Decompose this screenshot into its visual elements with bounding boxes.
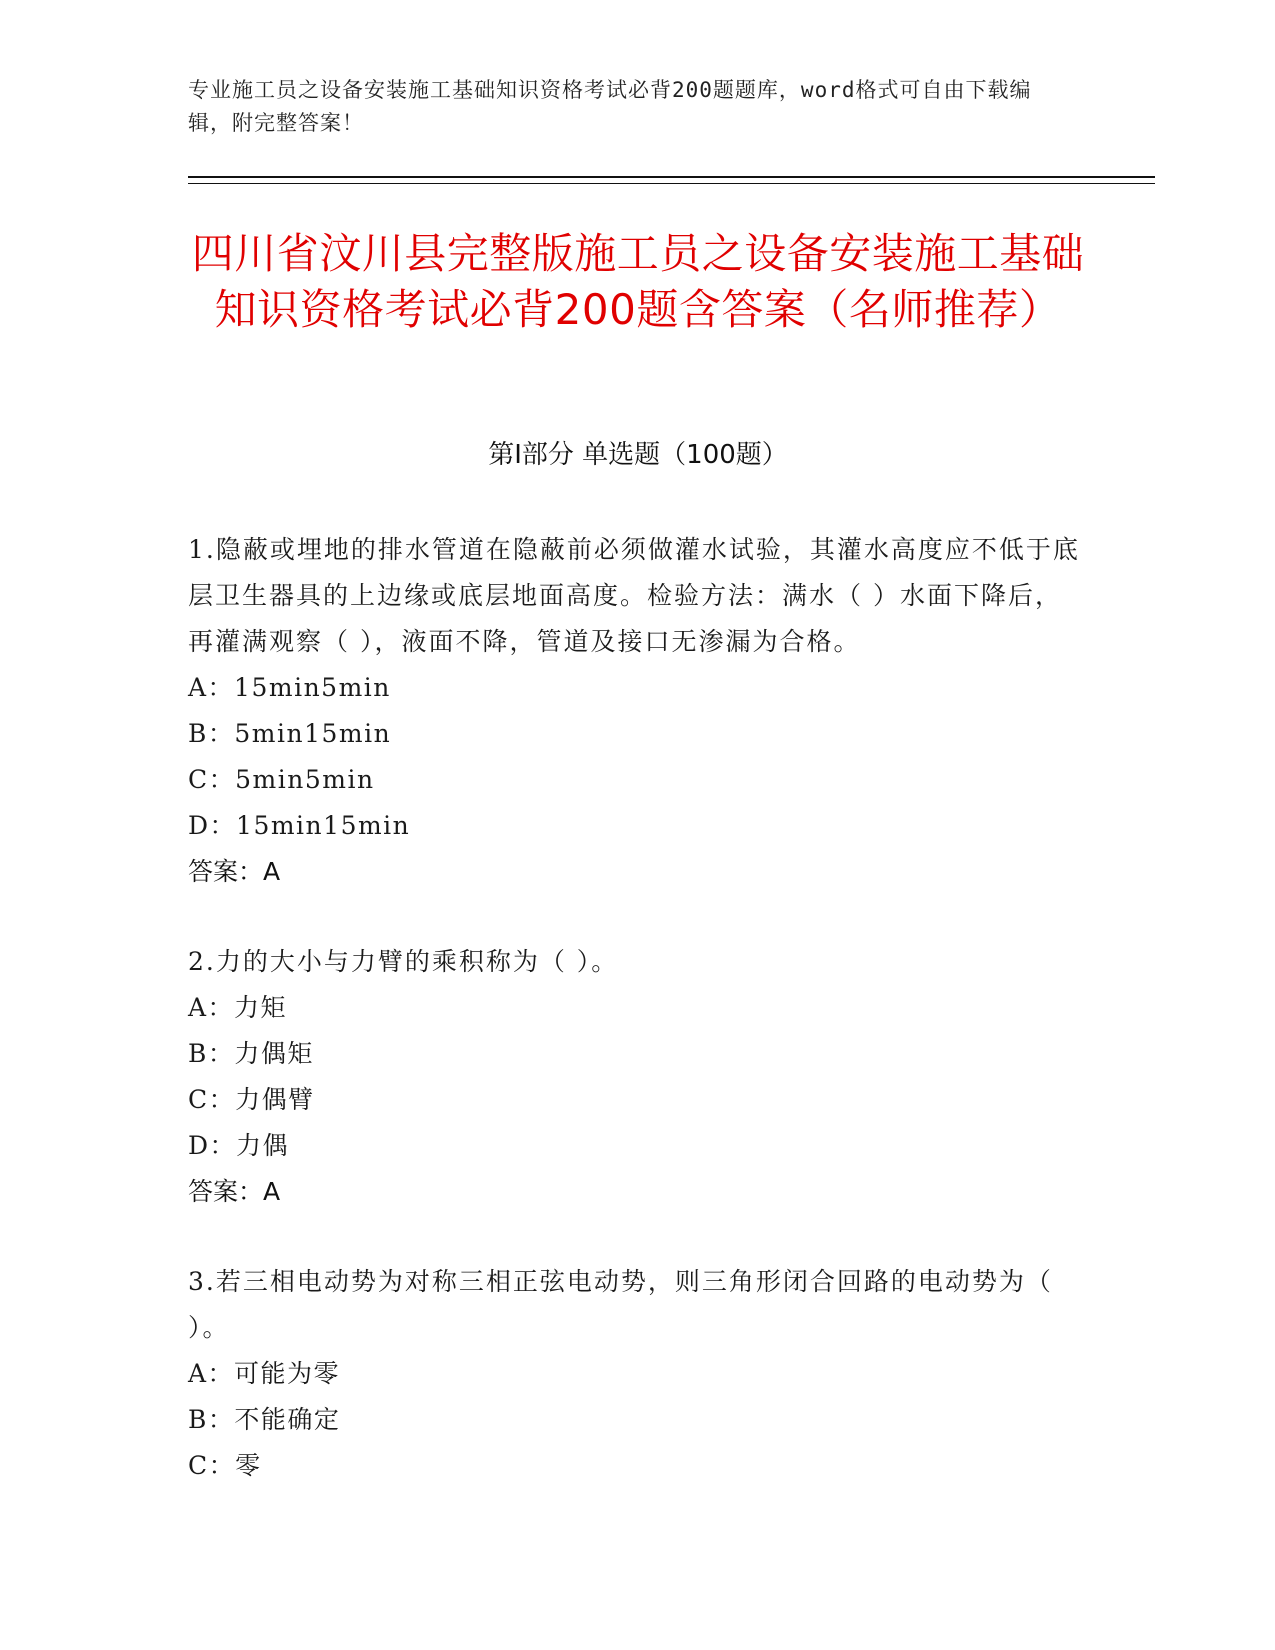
question-stem: 1.隐蔽或埋地的排水管道在隐蔽前必须做灌水试验，其灌水高度应不低于底层卫生器具的上边缘或底层地面高度。检验方法：满水（ ）水面下降后，再灌满观察（ ），液面不降，管道及接口无渗漏为合格。 (188, 535, 1080, 656)
option-b: B：力偶矩 (188, 1039, 314, 1068)
header-divider-thick (188, 176, 1155, 178)
option-a: A：可能为零 (188, 1359, 341, 1388)
option-b: B：不能确定 (188, 1405, 341, 1434)
option-c: C：5min5min (188, 765, 375, 794)
question-1 (188, 527, 1088, 895)
question-stem: 3.若三相电动势为对称三相正弦电动势，则三角形闭合回路的电动势为（ ）。 (188, 1267, 1053, 1342)
question-list (188, 527, 1088, 1533)
option-d: D：15min15min (188, 811, 411, 840)
question-3 (188, 1259, 1088, 1489)
option-c: C：零 (188, 1451, 262, 1480)
question-2 (188, 939, 1088, 1215)
question-stem: 2.力的大小与力臂的乘积称为（ ）。 (188, 947, 619, 976)
option-a: A：15min5min (188, 673, 391, 702)
header-divider-thin (188, 183, 1155, 184)
option-c: C：力偶臂 (188, 1085, 315, 1114)
option-d: D：力偶 (188, 1131, 290, 1160)
answer-line: 答案：A (188, 1177, 281, 1206)
document-title: 四川省汶川县完整版施工员之设备安装施工基础知识资格考试必背200题含答案（名师推荐） (191, 229, 1085, 334)
answer-line: 答案：A (188, 857, 281, 886)
section-heading: 第I部分 单选题（100题） (488, 440, 788, 470)
option-a: A：力矩 (188, 993, 288, 1022)
header-note: 专业施工员之设备安装施工基础知识资格考试必背200题题库，word格式可自由下载编辑，附完整答案！ (188, 78, 1032, 135)
option-b: B：5min15min (188, 719, 392, 748)
